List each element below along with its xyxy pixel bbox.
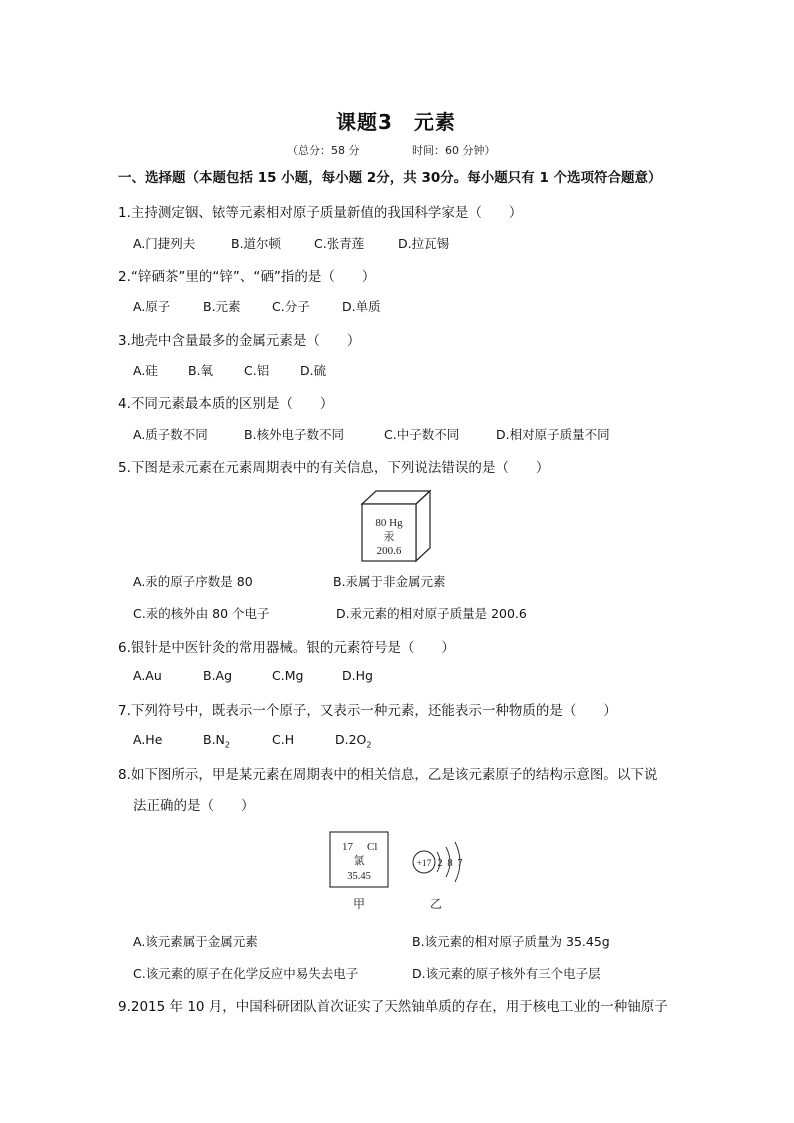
q2-option-b[interactable]: B.元素 xyxy=(203,299,241,314)
q5-option-a[interactable]: A.汞的原子序数是 80 xyxy=(133,574,253,589)
chlorine-atomic-number: 17 xyxy=(342,841,353,853)
q4-option-d[interactable]: D.相对原子质量不同 xyxy=(496,427,610,442)
q6-option-d[interactable]: D.Hg xyxy=(342,668,373,683)
chlorine-name: 氯 xyxy=(353,855,365,867)
q6-option-b[interactable]: B.Ag xyxy=(203,668,233,683)
question-2-stem: 2.“锌硒茶”里的“锌”、“硒”指的是（ ） xyxy=(118,269,376,285)
q6-option-c[interactable]: C.Mg xyxy=(272,668,304,683)
q7-option-d[interactable] xyxy=(335,732,371,750)
q8-option-d[interactable]: D.该元素的原子核外有三个电子层 xyxy=(412,966,601,981)
shell-2-electrons: 8 xyxy=(447,858,453,869)
q7-option-d-text: D.2O xyxy=(335,732,367,747)
chlorine-mass: 35.45 xyxy=(347,871,371,882)
q3-option-d[interactable]: D.硫 xyxy=(300,363,327,378)
q8-option-a[interactable]: A.该元素属于金属元素 xyxy=(133,934,258,949)
figure-label-yi: 乙 xyxy=(429,897,443,911)
question-3-stem: 3.地壳中含量最多的金属元素是（ ） xyxy=(118,333,361,349)
q3-option-c[interactable]: C.铝 xyxy=(244,363,270,378)
question-7-stem: 7.下列符号中，既表示一个原子，又表示一种元素，还能表示一种物质的是（ ） xyxy=(118,703,617,719)
mercury-name: 汞 xyxy=(383,531,395,543)
q1-option-d[interactable]: D.拉瓦锡 xyxy=(398,236,450,251)
q6-option-a[interactable]: A.Au xyxy=(133,668,162,683)
q8-option-c[interactable]: C.该元素的原子在化学反应中易失去电子 xyxy=(133,966,359,981)
question-8-stem-line-2: 法正确的是（ ） xyxy=(133,798,255,814)
chlorine-symbol: Cl xyxy=(367,841,378,853)
question-4-stem: 4.不同元素最本质的区别是（ ） xyxy=(118,396,334,412)
q4-option-a[interactable]: A.质子数不同 xyxy=(133,427,208,442)
q5-option-d[interactable]: D.汞元素的相对原子质量是 200.6 xyxy=(336,606,527,621)
q7-option-b-subscript: 2 xyxy=(224,740,230,750)
q4-option-c[interactable]: C.中子数不同 xyxy=(384,427,460,442)
q7-option-b-text: B.N xyxy=(203,732,225,747)
time-limit: 时间：60 分钟） xyxy=(412,144,496,157)
question-8-stem-line-1: 8.如下图所示，甲是某元素在周期表中的相关信息，乙是该元素原子的结构示意图。以下说 xyxy=(118,767,658,783)
shell-3-electrons: 7 xyxy=(457,858,463,869)
question-1-stem: 1.主持测定铟、铱等元素相对原子质量新值的我国科学家是（ ） xyxy=(118,205,523,221)
q7-option-d-subscript: 2 xyxy=(366,740,372,750)
shell-1-electrons: 2 xyxy=(437,858,443,869)
total-score: （总分：58 分 xyxy=(287,144,360,157)
cube-side-face xyxy=(416,491,430,561)
q7-option-b[interactable] xyxy=(203,732,230,750)
chlorine-figure xyxy=(325,826,475,916)
nucleus-charge: +17 xyxy=(416,859,432,869)
q2-option-d[interactable]: D.单质 xyxy=(342,299,381,314)
figure-label-jia: 甲 xyxy=(352,897,366,911)
q3-option-b[interactable]: B.氧 xyxy=(188,363,214,378)
question-5-stem: 5.下图是汞元素在元素周期表中的有关信息，下列说法错误的是（ ） xyxy=(118,460,550,476)
q7-option-a[interactable]: A.He xyxy=(133,732,163,747)
q7-option-c[interactable]: C.H xyxy=(272,732,295,747)
q1-option-b[interactable]: B.道尔顿 xyxy=(231,236,282,251)
q3-option-a[interactable]: A.硅 xyxy=(133,363,158,378)
q8-option-b[interactable]: B.该元素的相对原子质量为 35.45g xyxy=(412,934,610,949)
mercury-element-cube-figure xyxy=(356,488,436,564)
q1-option-a[interactable]: A.门捷列夫 xyxy=(133,236,196,251)
q2-option-a[interactable]: A.原子 xyxy=(133,299,171,314)
mercury-number-symbol: 80 Hg xyxy=(375,517,403,529)
q5-option-b[interactable]: B.汞属于非金属元素 xyxy=(333,574,446,589)
question-6-stem: 6.银针是中医针灸的常用器械。银的元素符号是（ ） xyxy=(118,640,455,656)
q1-option-c[interactable]: C.张青莲 xyxy=(314,236,365,251)
mercury-mass: 200.6 xyxy=(376,545,402,557)
q4-option-b[interactable]: B.核外电子数不同 xyxy=(244,427,345,442)
page-title: 课题3 元素 xyxy=(336,110,456,134)
q5-option-c[interactable]: C.汞的核外由 80 个电子 xyxy=(133,606,270,621)
question-9-stem: 9.2015 年 10 月，中国科研团队首次证实了天然铀单质的存在，用于核电工业的一种铀原子 xyxy=(118,999,668,1015)
q2-option-c[interactable]: C.分子 xyxy=(272,299,310,314)
section-heading: 一、选择题（本题包括 15 小题，每小题 2分，共 30分。每小题只有 1 个选项符合题意） xyxy=(118,170,662,186)
